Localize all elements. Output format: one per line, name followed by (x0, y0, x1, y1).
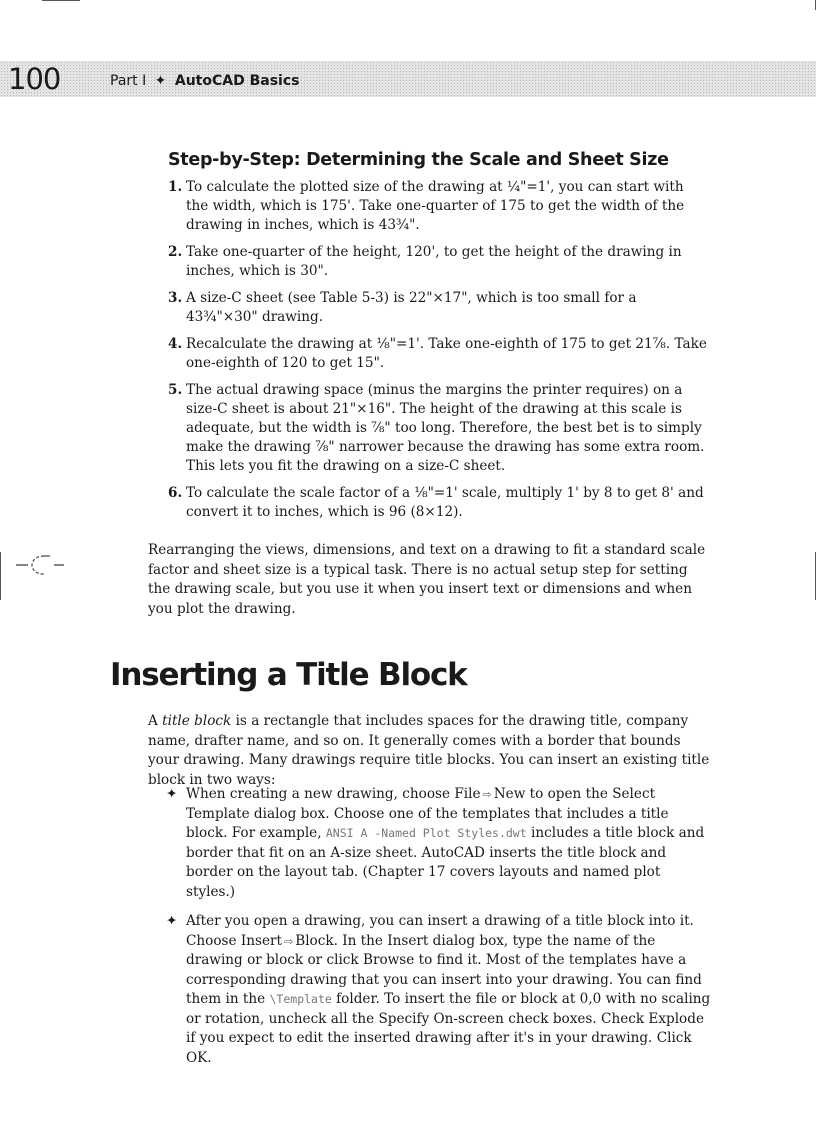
step-item (168, 335, 710, 373)
bullet-text: When creating a new drawing, choose File (186, 786, 481, 802)
intro-article: A (148, 713, 158, 729)
diamond-bullet-icon: ✦ (166, 913, 178, 929)
template-folder-path: \Template (269, 992, 332, 1006)
step-text: To calculate the scale factor of a ⅛"=1' scale, multiply 1' by 8 to get 8' and convert it to inches, which is 96 (8×12). (186, 485, 704, 520)
running-head (110, 73, 299, 89)
bullet-list (166, 785, 712, 1078)
diamond-bullet-icon: ✦ (166, 786, 178, 802)
step-list (168, 178, 710, 530)
step-item (168, 484, 710, 522)
step-text: To calculate the plotted size of the drawing at ¼"=1', you can start with the width, which is 175'. Take one-quarter of 175 to get the width of the drawing in inches, which is 43¾". (186, 179, 685, 233)
intro-term: title block (162, 713, 232, 729)
step-number: 3. (168, 290, 183, 306)
bullet-item (166, 785, 712, 902)
step-text: Recalculate the drawing at ⅛"=1'. Take one-eighth of 175 to get 21⅞. Take one-eighth of 120 to get 15". (186, 336, 707, 371)
step-text: A size-C sheet (see Table 5-3) is 22"×17", which is too small for a 43¾"×30" drawing. (186, 290, 637, 325)
part-label: Part I (110, 73, 147, 89)
step-item (168, 178, 710, 235)
step-number: 4. (168, 336, 183, 352)
bullet-text: Block. In the Insert dialog box, type the name of the drawing or block or click Browse to find it. Most of the templates have a corresponding drawing that you can insert into your drawing. You can find them in the (186, 932, 702, 1007)
bullet-item (166, 912, 712, 1068)
step-number: 6. (168, 485, 183, 501)
step-item (168, 289, 710, 327)
margin-note-icon (14, 553, 66, 577)
section-heading: Inserting a Title Block (110, 657, 467, 693)
step-number: 5. (168, 382, 183, 398)
step-item (168, 243, 710, 281)
note-icon-arc (32, 556, 44, 574)
step-text: The actual drawing space (minus the margins the printer requires) on a size-C sheet is about 21"×16". The height of the drawing at this scale is adequate, but the width is ⅞" too long. Therefore, the best bet is to simply make the drawing ⅞" narrower because the drawing has some extra room. This lets you fit the drawing on a size-C sheet. (186, 382, 705, 474)
bullet-text: After you open a drawing, you can insert a drawing of a title block into it. Choose Insert (186, 913, 694, 949)
step-number: 2. (168, 244, 183, 260)
menu-arrow-icon: ⇨ (283, 934, 294, 948)
body-paragraph: Rearranging the views, dimensions, and text on a drawing to fit a standard scale factor and sheet size is a typical task. There is no actual setup step for setting the drawing scale, but you use it when you insert text or dimensions and when you plot the drawing. (148, 542, 706, 617)
template-filename: ANSI A -Named Plot Styles.dwt (325, 826, 527, 840)
page-number: 100 (8, 62, 61, 96)
book-title: AutoCAD Basics (174, 73, 300, 89)
bullet-text: includes a title block and border that fit on an A-size sheet. AutoCAD inserts the title block and border on the layout tab. (Chapter 17 covers layouts and named plot styles.) (186, 825, 705, 900)
crop-mark-left (0, 552, 1, 600)
step-text: Take one-quarter of the height, 120', to get the height of the drawing in inches, which is 30". (186, 244, 682, 279)
menu-arrow-icon: ⇨ (482, 788, 492, 801)
step-item (168, 381, 710, 476)
diamond-icon: ✦ (154, 73, 167, 89)
step-by-step-heading: Step-by-Step: Determining the Scale and Sheet Size (168, 150, 669, 170)
bullet-text: New to open the Select Template dialog box. Choose one of the templates that includes a title block. For example, (186, 786, 669, 841)
intro-text: is a rectangle that includes spaces for the drawing title, company name, drafter name, and so on. It generally comes with a border that bounds your drawing. Many drawings require title blocks. You can insert an existing title block in two ways: (148, 713, 710, 788)
top-margin-rule (42, 0, 80, 1)
bullet-text: folder. To insert the file or block at 0,0 with no scaling or rotation, uncheck all the Specify On-screen check boxes. Check Explode if you expect to edit the inserted drawing after it's in your drawing. Click OK. (186, 991, 711, 1066)
step-number: 1. (168, 179, 183, 195)
intro-paragraph (148, 712, 714, 790)
